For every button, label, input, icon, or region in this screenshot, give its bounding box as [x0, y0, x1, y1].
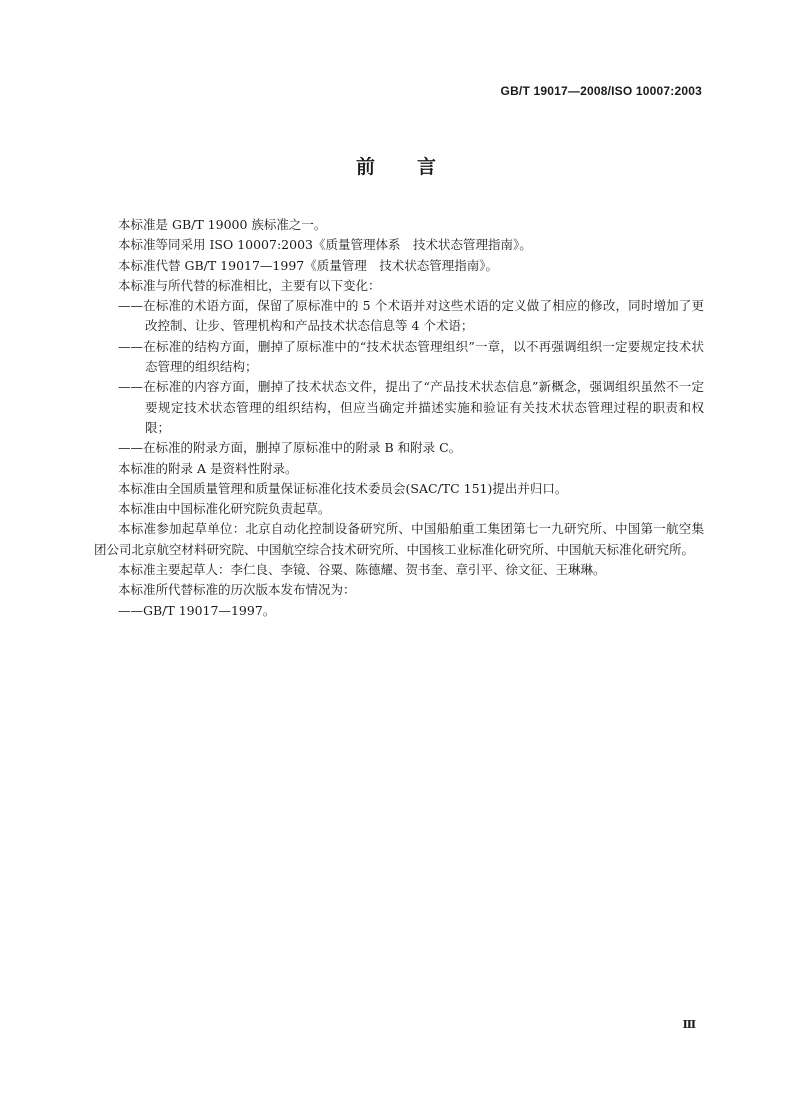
- change-item-terms: ——在标准的术语方面，保留了原标准中的 5 个术语并对这些术语的定义做了相应的修改，同时增加了更改控制、让步、管理机构和产品技术状态信息等 4 个术语；: [118, 298, 704, 334]
- paragraph-drafting-units: 本标准参加起草单位：北京自动化控制设备研究所、中国船舶重工集团第七一九研究所、中国第一航空集团公司北京航空材料研究院、中国航空综合技术研究所、中国核工业标准化研究所、中国航天标准化研究所。: [94, 521, 704, 557]
- change-item-content: ——在标准的内容方面，删掉了技术状态文件，提出了“产品技术状态信息”新概念，强调组织虽然不一定要规定技术状态管理的组织结构，但应当确定并描述实施和验证有关技术状态管理过程的职责和权限；: [118, 379, 704, 435]
- standard-code-header: GB/T 19017—2008/ISO 10007:2003: [500, 84, 702, 98]
- paragraph-drafters: 本标准主要起草人：李仁良、李镜、谷粟、陈德耀、贺书奎、章引平、徐文征、王琳琳。: [118, 562, 606, 578]
- paragraph-changes-intro: 本标准与所代替的标准相比，主要有以下变化：: [118, 277, 381, 293]
- paragraph-adoption: 本标准等同采用 ISO 10007:2003《质量管理体系 技术状态管理指南》。: [118, 237, 532, 253]
- page-number: Ⅲ: [682, 1018, 696, 1031]
- page-title: 前言: [355, 156, 478, 178]
- paragraph-history-intro: 本标准所代替标准的历次版本发布情况为：: [118, 582, 356, 598]
- paragraph-drafted-by: 本标准由中国标准化研究院负责起草。: [118, 501, 331, 517]
- paragraph-replaces: 本标准代替 GB/T 19017—1997《质量管理 技术状态管理指南》。: [118, 257, 498, 273]
- history-item: ——GB/T 19017—1997。: [118, 602, 276, 618]
- foreword-body: [94, 215, 704, 621]
- paragraph-annex-a: 本标准的附录 A 是资料性附录。: [118, 460, 298, 476]
- paragraph-series: 本标准是 GB/T 19000 族标准之一。: [118, 217, 327, 232]
- change-item-annex: ——在标准的附录方面，删掉了原标准中的附录 B 和附录 C。: [118, 440, 462, 456]
- change-item-structure: ——在标准的结构方面，删掉了原标准中的“技术状态管理组织”一章，以不再强调组织一定要规定技术状态管理的组织结构；: [118, 338, 704, 375]
- paragraph-proposed-by: 本标准由全国质量管理和质量保证标准化技术委员会(SAC/TC 151)提出并归口。: [118, 480, 568, 496]
